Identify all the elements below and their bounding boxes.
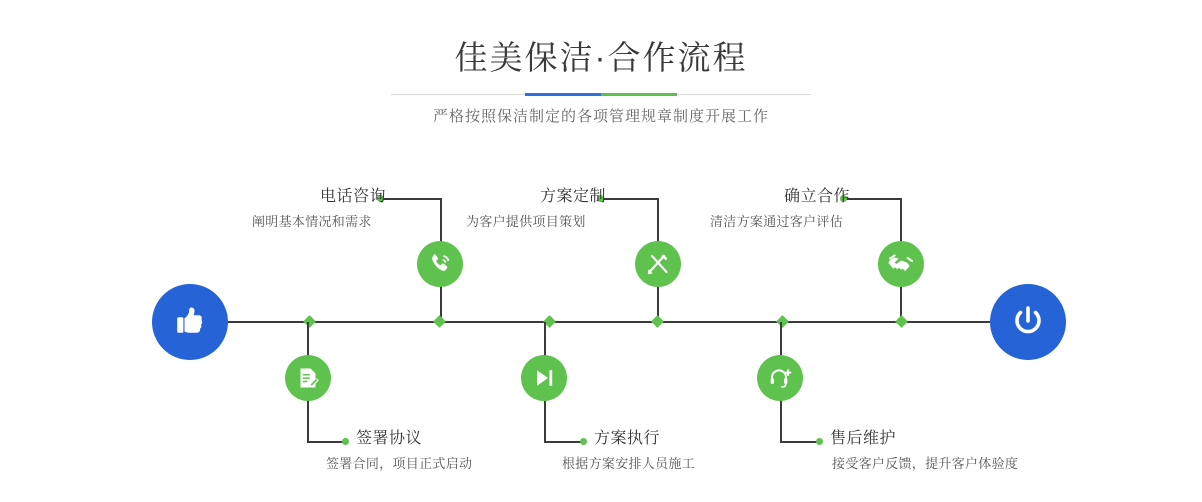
step-label: 方案执行	[594, 430, 661, 447]
page-title: 佳美保洁·合作流程	[454, 39, 748, 76]
power-icon	[1008, 302, 1048, 342]
divider-accent-green	[601, 93, 677, 96]
step-description: 根据方案安排人员施工	[562, 456, 696, 471]
branch-connector	[780, 441, 818, 443]
timeline-node-marker	[776, 315, 789, 328]
timeline-end-node	[990, 284, 1066, 360]
pencil-ruler-icon	[645, 251, 671, 277]
step-description: 清洁方案通过客户评估	[710, 214, 844, 229]
timeline-node-marker	[895, 315, 908, 328]
timeline-axis	[160, 321, 1042, 323]
branch-endpoint-dot	[816, 438, 823, 445]
branch-connector	[307, 441, 345, 443]
branch-connector	[544, 441, 582, 443]
step-icon-play-next	[521, 355, 567, 401]
step-icon-contract-edit	[285, 355, 331, 401]
step-label: 方案定制	[540, 188, 607, 205]
phone-call-icon	[427, 251, 453, 277]
timeline-node-marker	[303, 315, 316, 328]
contract-edit-icon	[296, 366, 320, 390]
step-description: 接受客户反馈，提升客户体验度	[832, 456, 1019, 471]
handshake-icon	[888, 251, 914, 277]
headset-support-icon	[768, 366, 792, 390]
play-next-icon	[532, 366, 556, 390]
branch-connector	[380, 198, 442, 200]
step-icon-pencil-ruler	[635, 241, 681, 287]
step-label: 确立合作	[784, 188, 851, 205]
branch-connector	[600, 198, 659, 200]
branch-connector	[843, 198, 902, 200]
step-icon-phone-call	[417, 241, 463, 287]
step-label: 签署协议	[356, 430, 423, 447]
timeline-node-marker	[651, 315, 664, 328]
step-description: 签署合同，项目正式启动	[326, 456, 473, 471]
step-description: 阐明基本情况和需求	[252, 214, 372, 229]
divider-accent-blue	[525, 93, 601, 96]
timeline-node-marker	[433, 315, 446, 328]
branch-endpoint-dot	[342, 438, 349, 445]
page-subtitle: 严格按照保洁制定的各项管理规章制度开展工作	[432, 108, 769, 125]
thumbs-up-icon	[171, 303, 209, 341]
step-label: 电话咨询	[320, 188, 387, 205]
branch-endpoint-dot	[580, 438, 587, 445]
step-description: 为客户提供项目策划	[466, 214, 586, 229]
step-icon-headset-support	[757, 355, 803, 401]
step-icon-handshake	[878, 241, 924, 287]
timeline-start-node	[152, 284, 228, 360]
step-label: 售后维护	[830, 430, 897, 447]
title-divider	[0, 93, 1202, 97]
